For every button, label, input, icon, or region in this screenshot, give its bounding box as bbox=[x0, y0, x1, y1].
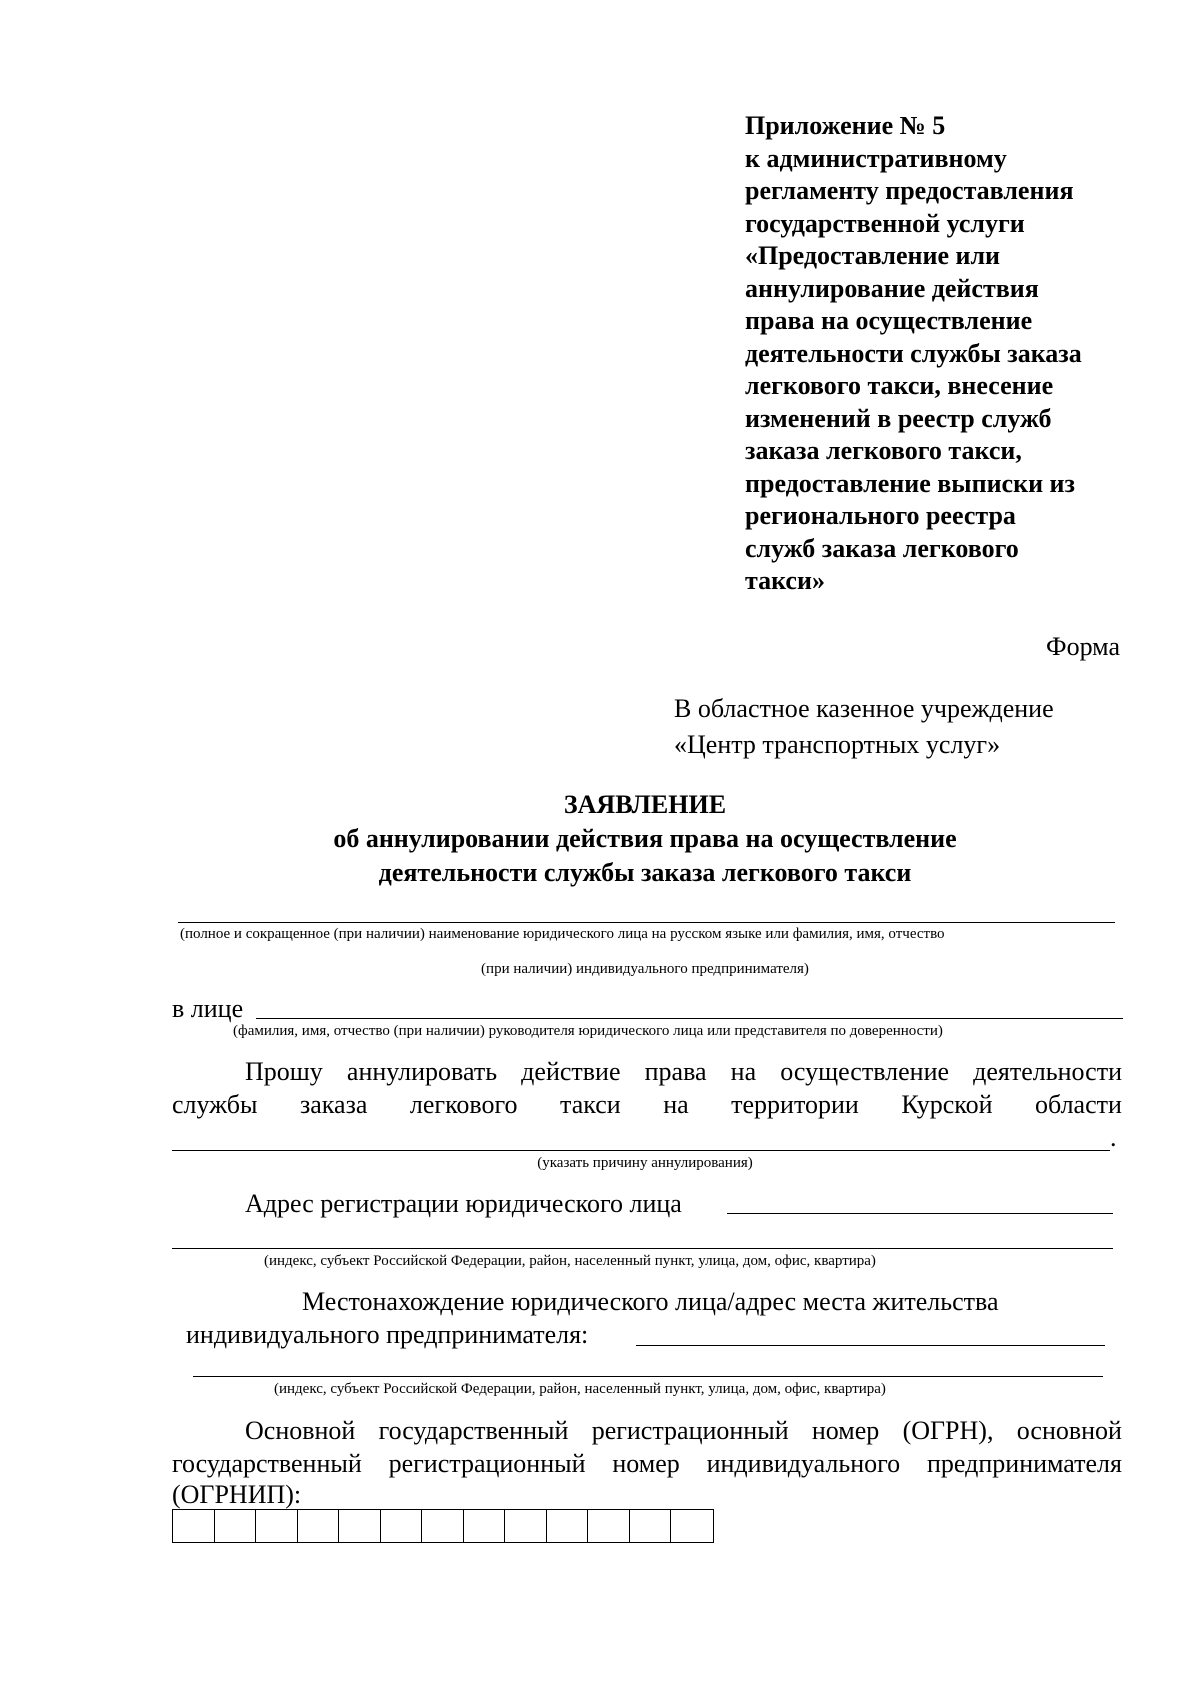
ogrn-line-3: (ОГРНИП): bbox=[172, 1480, 302, 1509]
ogrn-word: регистрационный bbox=[591, 1416, 789, 1445]
ogrn-line-2: государственный регистрационный номер индивидуального предпринимателя bbox=[172, 1449, 1122, 1478]
ogrn-word: (ОГРН), bbox=[902, 1416, 994, 1445]
ogrn-digit-box[interactable] bbox=[422, 1510, 464, 1542]
addressee-line-2: «Центр транспортных услуг» bbox=[674, 730, 1001, 759]
appendix-line: аннулирование действия bbox=[745, 273, 1039, 303]
appendix-line: служб заказа легкового bbox=[745, 533, 1019, 563]
location-caption: (индекс, субъект Российской Федерации, район, населенный пункт, улица, дом, офис, квартира) bbox=[274, 1381, 886, 1397]
request-line-1 bbox=[245, 1056, 1122, 1088]
ogrn-digit-box[interactable] bbox=[505, 1510, 547, 1542]
appendix-line: деятельности службы заказа bbox=[745, 338, 1082, 368]
ogrn-input-boxes[interactable] bbox=[172, 1509, 714, 1543]
appendix-line: предоставление выписки из bbox=[745, 468, 1075, 498]
request-word: на bbox=[663, 1090, 689, 1119]
title-main: ЗАЯВЛЕНИЕ bbox=[563, 790, 727, 819]
ogrn-digit-box[interactable] bbox=[215, 1510, 257, 1542]
appendix-line: права на осуществление bbox=[745, 306, 1033, 335]
applicant-caption-1: (полное и сокращенное (при наличии) наименование юридического лица на русском языке или фамилия, имя, отчество bbox=[180, 926, 945, 942]
title-sub-1: об аннулировании действия права на осуществление bbox=[333, 824, 957, 853]
ogrn-word: номер bbox=[811, 1416, 880, 1445]
appendix-line: Приложение № 5 bbox=[745, 111, 946, 140]
reason-caption: (указать причину аннулирования) bbox=[537, 1155, 753, 1171]
representative-field[interactable] bbox=[256, 1018, 1123, 1019]
reason-period: . bbox=[1110, 1123, 1117, 1152]
appendix-line: легкового такси, внесение bbox=[745, 371, 1054, 400]
applicant-name-field[interactable] bbox=[178, 922, 1115, 923]
ogrn-digit-box[interactable] bbox=[298, 1510, 340, 1542]
ogrn-word: основной bbox=[1016, 1416, 1122, 1445]
representative-caption: (фамилия, имя, отчество (при наличии) руководителя юридического лица или представителя по доверенности) bbox=[233, 1023, 943, 1039]
request-word: заказа bbox=[300, 1090, 368, 1119]
ogrn-digit-box[interactable] bbox=[173, 1510, 215, 1542]
appendix-line: государственной услуги bbox=[745, 208, 1025, 238]
ogrn-digit-box[interactable] bbox=[464, 1510, 506, 1542]
document-title bbox=[0, 788, 1200, 890]
title-sub-2: деятельности службы заказа легкового такси bbox=[378, 858, 912, 887]
legal-address-field-2[interactable] bbox=[172, 1248, 1113, 1249]
appendix-line: к административному bbox=[745, 143, 1007, 173]
ogrn-digit-box[interactable] bbox=[381, 1510, 423, 1542]
applicant-caption-2: (при наличии) индивидуального предпринимателя) bbox=[481, 961, 809, 977]
appendix-line: «Предоставление или bbox=[745, 241, 1001, 270]
ogrn-word: государственный bbox=[378, 1416, 569, 1445]
ogrn-digit-box[interactable] bbox=[630, 1510, 672, 1542]
ogrn-digit-box[interactable] bbox=[256, 1510, 298, 1542]
appendix-header bbox=[745, 110, 1165, 598]
legal-address-caption: (индекс, субъект Российской Федерации, район, населенный пункт, улица, дом, офис, квартира) bbox=[264, 1253, 876, 1269]
request-word: территории bbox=[731, 1090, 859, 1119]
addressee-line-1: В областное казенное учреждение bbox=[674, 694, 1054, 723]
request-word: службы bbox=[172, 1090, 258, 1119]
ogrn-digit-box[interactable] bbox=[547, 1510, 589, 1542]
request-word: области bbox=[1034, 1090, 1122, 1119]
addressee-block bbox=[674, 691, 1054, 763]
representative-label: в лице bbox=[172, 994, 244, 1023]
appendix-line: такси» bbox=[745, 566, 825, 595]
location-line-1: Местонахождение юридического лица/адрес места жительства bbox=[302, 1287, 999, 1316]
request-line-1-text: Прошу аннулировать действие права на осуществление деятельности bbox=[245, 1057, 1122, 1086]
ogrn-digit-box[interactable] bbox=[671, 1510, 713, 1542]
appendix-line: регламенту предоставления bbox=[745, 176, 1074, 205]
reason-field[interactable] bbox=[172, 1150, 1110, 1151]
legal-address-field-1[interactable] bbox=[727, 1213, 1113, 1214]
request-word: Курской bbox=[901, 1090, 993, 1119]
location-field-1[interactable] bbox=[636, 1345, 1105, 1346]
form-label: Форма bbox=[1046, 632, 1120, 661]
request-line-2 bbox=[172, 1089, 1122, 1121]
appendix-line: изменений в реестр служб bbox=[745, 403, 1052, 433]
appendix-line: регионального реестра bbox=[745, 501, 1016, 530]
location-line-2: индивидуального предпринимателя: bbox=[186, 1320, 589, 1349]
ogrn-digit-box[interactable] bbox=[339, 1510, 381, 1542]
location-field-2[interactable] bbox=[193, 1376, 1103, 1377]
ogrn-line-1 bbox=[245, 1415, 1122, 1447]
legal-address-label: Адрес регистрации юридического лица bbox=[245, 1189, 682, 1218]
ogrn-word: Основной bbox=[245, 1416, 356, 1445]
appendix-line: заказа легкового такси, bbox=[745, 436, 1022, 465]
ogrn-digit-box[interactable] bbox=[588, 1510, 630, 1542]
request-word: такси bbox=[560, 1090, 621, 1119]
request-word: легкового bbox=[409, 1090, 518, 1119]
